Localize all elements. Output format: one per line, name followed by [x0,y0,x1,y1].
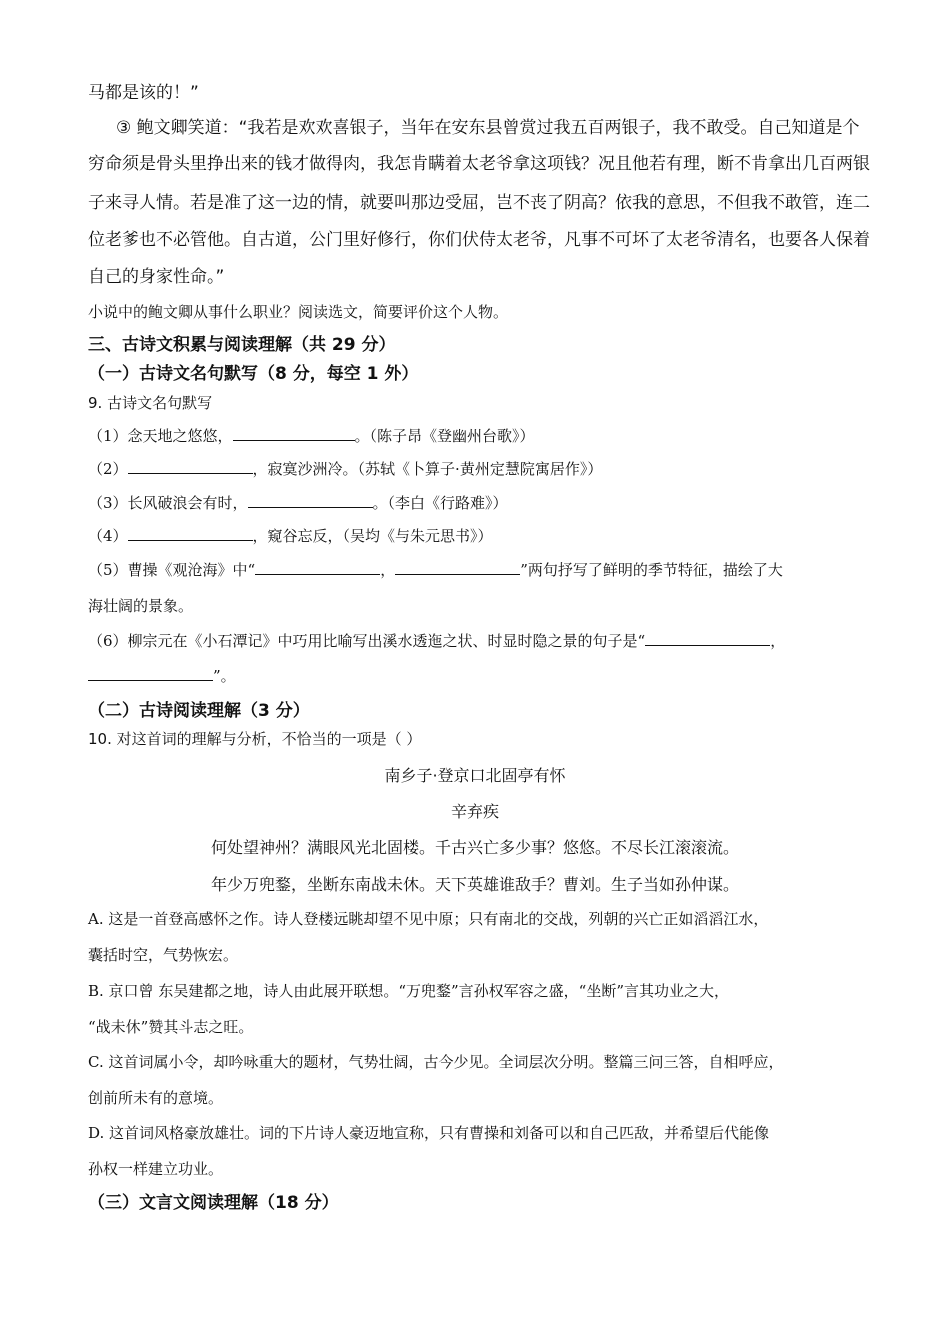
answer-blank[interactable] [88,664,213,681]
q9-item-3 [88,491,508,515]
poem-title: 南乡子·登京口北固亭有怀 [384,766,566,785]
item-text: ， [770,632,786,650]
answer-blank[interactable] [128,524,253,541]
subsection-title: （三）文言文阅读理解（18 分） [88,1193,339,1213]
answer-blank[interactable] [395,558,520,575]
answer-blank[interactable] [233,424,355,441]
question-10-header [88,727,421,751]
q9-item-6 [88,629,785,653]
passage-line: 位老爹也不必管他。自古道，公门里好修行，你们伏侍太老爷，凡事不可坏了太老爷清名，也要各人保着 [88,230,870,250]
option-a-cont: 囊括时空，气势恢宏。 [88,946,239,964]
q9-item-6-cont [88,664,236,688]
q9-item-5-cont: 海壮阔的景象。 [88,597,194,615]
passage-question: 小说中的鲍文卿从事什么职业？阅读选文，简要评价这个人物。 [88,303,509,321]
section-title: 三、古诗文积累与阅读理解（共 29 分） [88,335,396,355]
passage-line: 自己的身家性命。” [88,267,225,287]
q9-item-5 [88,558,783,582]
item-text: ， [380,561,396,579]
option-b[interactable]: B. 京口曾 东吴建都之地，诗人由此展开联想。“万兜鍪”言孙权军容之盛，“坐断”言其功业之大， [88,982,730,1000]
option-b-cont: “战未休”赞其斗志之旺。 [88,1018,254,1036]
q9-item-2 [88,457,602,481]
item-text: ，寂寞沙洲冷。（苏轼《卜算子·黄州定慧院寓居作》） [252,460,603,478]
question-number: 9. [88,394,103,412]
item-text: 。（李白《行路难》） [372,494,508,512]
item-text: （5）曹操《观沧海》中“ [88,561,256,579]
item-text: （6）柳宗元在《小石潭记》中巧用比喻写出溪水透迤之状、时显时隐之景的句子是“ [88,632,646,650]
option-c[interactable]: C. 这首词属小令，却吟咏重大的题材，气势壮阔，古今少见。全词层次分明。整篇三问三答，自相呼应， [88,1053,784,1071]
option-c-cont: 创前所未有的意境。 [88,1089,224,1107]
answer-blank[interactable] [255,558,380,575]
item-text: ，窥谷忘反，（吴均《与朱元思书》） [252,527,493,545]
subsection-title: （二）古诗阅读理解（3 分） [88,701,310,721]
q9-item-4 [88,524,493,548]
poem-author: 辛弃疾 [450,802,499,821]
answer-blank[interactable] [645,629,770,646]
question-prompt: 对这首词的理解与分析，不恰当的一项是（ ） [116,730,422,748]
answer-blank[interactable] [128,457,253,474]
subsection-title: （一）古诗文名句默写（8 分，每空 1 外） [88,364,419,384]
poem-line: 年少万兜鍪，坐断东南战未休。天下英雄谁敌手？曹刘。生子当如孙仲谋。 [210,875,739,894]
question-9-header [88,391,212,415]
item-text: （3）长风破浪会有时， [88,494,248,512]
item-text: ”。 [213,667,236,685]
passage-line: ③ 鲍文卿笑道：“我若是欢欢喜银子，当年在安东县曾赏过我五百两银子，我不敢受。自己知道是个 [116,118,860,138]
item-text: （2） [88,460,128,478]
item-text: 。（陈子昂《登幽州台歌》） [354,427,535,445]
passage-line: 穷命须是骨头里挣出来的钱才做得肉，我怎肯瞒着太老爷拿这项钱？况且他若有理，断不肯拿出几百两银 [88,154,870,174]
question-number: 10. [88,730,112,748]
item-text: ”两句抒写了鲜明的季节特征，描绘了大 [520,561,783,579]
item-text: （1）念天地之悠悠， [88,427,233,445]
q9-item-1 [88,424,535,448]
option-d[interactable]: D. 这首词风格豪放雄壮。词的下片诗人豪迈地宣称，只有曹操和刘备可以和自己匹敌，并希望后代能像 [88,1124,770,1142]
answer-blank[interactable] [248,491,373,508]
poem-line: 何处望神州？满眼风光北固楼。千古兴亡多少事？悠悠。不尽长江滚滚流。 [210,838,739,857]
question-prompt: 古诗文名句默写 [107,394,213,412]
item-text: （4） [88,527,128,545]
passage-line: 子来寻人情。若是准了这一边的情，就要叫那边受屈，岂不丧了阴高？依我的意思，不但我不敢管，连二 [88,193,870,213]
passage-line: 马都是该的！” [88,83,199,103]
option-a[interactable]: A. 这是一首登高感怀之作。诗人登楼远眺却望不见中原；只有南北的交战，列朝的兴亡正如滔滔江水， [88,910,769,928]
option-d-cont: 孙权一样建立功业。 [88,1160,224,1178]
